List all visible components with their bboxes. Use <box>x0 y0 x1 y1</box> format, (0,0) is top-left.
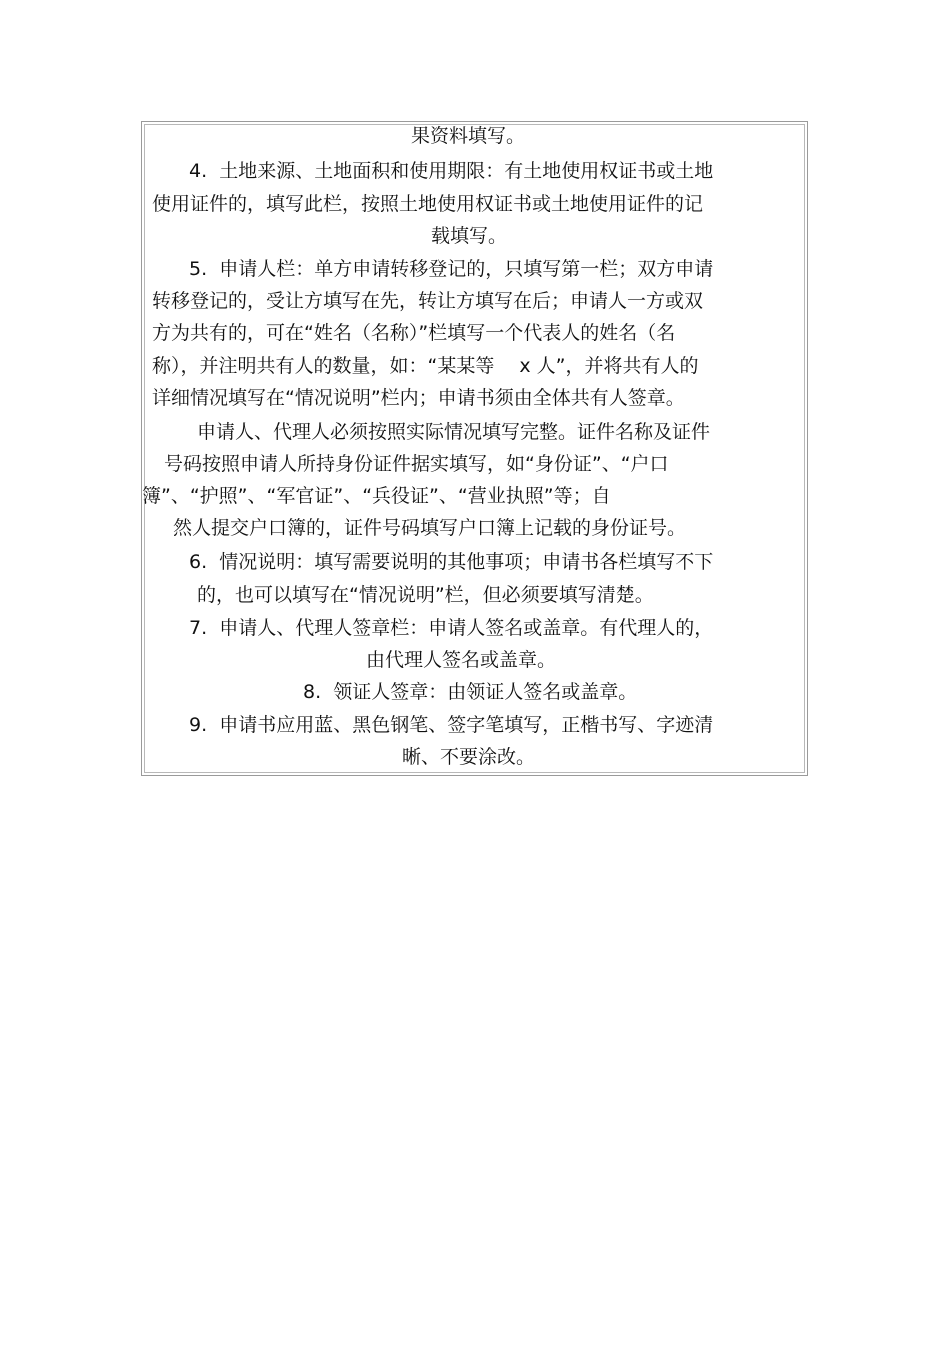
text-line-18: 8. 领证人签章：由领证人签名或盖章。 <box>303 681 638 703</box>
instructions-box <box>141 121 808 776</box>
text-line-2: 4. 土地来源、土地面积和使用期限：有土地使用权证书或土地 <box>189 160 714 182</box>
text-line-12: 簿”、“护照”、“军官证”、“兵役证”、“营业执照”等；自 <box>142 485 611 507</box>
text-line-10: 申请人、代理人必须按照实际情况填写完整。证件名称及证件 <box>197 421 711 443</box>
text-line-16: 7. 申请人、代理人签章栏：申请人签名或盖章。有代理人的， <box>189 617 714 639</box>
text-line-20: 晰、不要涂改。 <box>402 746 536 768</box>
text-line-15: 的，也可以填写在“情况说明”栏，但必须要填写清楚。 <box>197 584 654 606</box>
text-line-8: 称），并注明共有人的数量，如：“某某等 x 人”，并将共有人的 <box>152 355 699 377</box>
text-line-13: 然人提交户口簿的，证件号码填写户口簿上记载的身份证号。 <box>173 517 687 539</box>
text-line-17: 由代理人签名或盖章。 <box>366 649 557 671</box>
text-line-1: 果资料填写。 <box>411 125 526 147</box>
text-line-3: 使用证件的，填写此栏，按照土地使用权证书或土地使用证件的记 <box>152 193 704 215</box>
text-line-4: 载填写。 <box>431 225 508 247</box>
text-line-6: 转移登记的，受让方填写在先，转让方填写在后；申请人一方或双 <box>152 290 704 312</box>
text-line-19: 9. 申请书应用蓝、黑色钢笔、签字笔填写，正楷书写、字迹清 <box>189 714 714 736</box>
text-line-11: 号码按照申请人所持身份证件据实填写，如“身份证”、“户口 <box>164 453 669 475</box>
text-line-9: 详细情况填写在“情况说明”栏内；申请书须由全体共有人签章。 <box>152 387 685 409</box>
text-line-7: 方为共有的，可在“姓名（名称）”栏填写一个代表人的姓名（名 <box>152 322 676 344</box>
text-line-14: 6. 情况说明：填写需要说明的其他事项；申请书各栏填写不下 <box>189 551 714 573</box>
instructions-inner-border <box>144 124 805 773</box>
text-line-5: 5. 申请人栏：单方申请转移登记的，只填写第一栏；双方申请 <box>189 258 714 280</box>
